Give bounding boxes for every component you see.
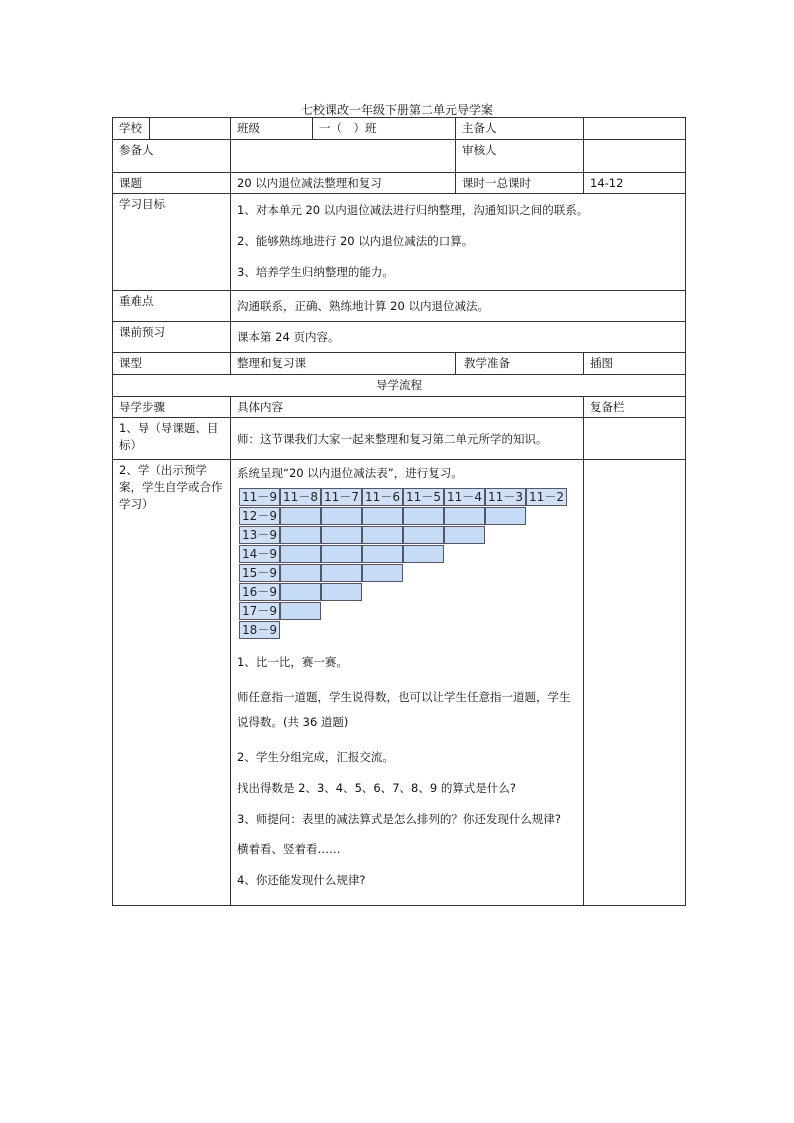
- table-cell-blank: [280, 602, 321, 620]
- table-cell-header: 11－3: [485, 488, 526, 506]
- prep-value: 插图: [584, 353, 686, 375]
- goal-item: 1、对本单元 20 以内退位减法进行归纳整理，沟通知识之间的联系。: [237, 203, 589, 218]
- step2-item: 2、学生分组完成，汇报交流。: [237, 750, 394, 765]
- table-cell-header: 11－7: [321, 488, 362, 506]
- step2-item: 4、你还能发现什么规律?: [237, 872, 366, 887]
- step2-notes: [584, 460, 686, 906]
- step2-content: [231, 460, 584, 906]
- period-value: 14-12: [584, 172, 686, 194]
- table-cell-blank: [362, 526, 403, 544]
- goals-content: [231, 194, 686, 291]
- lesson-type-label: 课型: [113, 353, 231, 375]
- step2-intro: 系统呈现“20 以内退位减法表”，进行复习。: [237, 466, 463, 481]
- step2-item: 3、师提问：表里的减法算式是怎么排列的？你还发现什么规律?: [237, 811, 561, 826]
- table-cell-blank: [362, 545, 403, 563]
- row-flow-heading: [113, 375, 686, 397]
- table-cell-blank: [321, 545, 362, 563]
- table-cell-blank: [444, 507, 485, 525]
- lead-label: 主备人: [456, 118, 584, 140]
- step2-label: 2、学（出示预学案，学生自学或合作学习）: [113, 460, 231, 906]
- table-cell-header: 11－4: [444, 488, 485, 506]
- goals-label: 学习目标: [113, 194, 231, 291]
- table-cell-blank: [321, 507, 362, 525]
- preview-value: 课本第 24 页内容。: [231, 322, 686, 353]
- table-cell-blank: [280, 526, 321, 544]
- table-cell-blank: [362, 564, 403, 582]
- period-label: 课时一总课时: [456, 172, 584, 194]
- school-value: [150, 118, 231, 140]
- goal-item: 3、培养学生归纳整理的能力。: [237, 264, 394, 279]
- table-cell-blank: [444, 526, 485, 544]
- step2-item: 师任意指一道题，学生说得数，也可以让学生任意指一道题，学生说得数。(共 36 道题): [237, 689, 571, 729]
- reviewer-value: [584, 139, 686, 172]
- col-content: 具体内容: [231, 396, 584, 418]
- participants-value: [231, 139, 456, 172]
- row-participants: [113, 139, 686, 172]
- step1-label: 1、导（导课题、目标）: [113, 418, 231, 460]
- row-key-points: [113, 291, 686, 322]
- lesson-plan-table: [112, 117, 686, 906]
- reviewer-label: 审核人: [456, 139, 584, 172]
- document-title: 七校课改一年级下册第二单元导学案: [300, 103, 493, 117]
- topic-value: 20 以内退位减法整理和复习: [231, 172, 456, 194]
- step2-item: 横着看、竖着看……: [237, 842, 341, 857]
- school-label: 学校: [113, 118, 150, 140]
- table-cell-blank: [485, 507, 526, 525]
- participants-label: 参备人: [113, 139, 231, 172]
- table-cell-label: 14－9: [239, 545, 280, 563]
- row-step2: [113, 460, 686, 906]
- table-cell-label: 12－9: [239, 507, 280, 525]
- col-notes: 复备栏: [584, 396, 686, 418]
- step2-item: 找出得数是 2、3、4、5、6、7、8、9 的算式是什么?: [237, 780, 516, 795]
- table-cell-blank: [362, 507, 403, 525]
- lesson-type-value: 整理和复习课: [231, 353, 456, 375]
- row-goals: [113, 194, 686, 291]
- step1-notes: [584, 418, 686, 460]
- class-label: 班级: [231, 118, 313, 140]
- table-cell-header: 11－8: [280, 488, 321, 506]
- table-cell-label: 18－9: [239, 621, 280, 639]
- table-cell-blank: [280, 564, 321, 582]
- table-cell-blank: [321, 583, 362, 601]
- col-step: 导学步骤: [113, 396, 231, 418]
- key-points-value: 沟通联系，正确、熟练地计算 20 以内退位减法。: [231, 291, 686, 322]
- class-value: 一（ ）班: [313, 118, 456, 140]
- subtraction-table-figure: [239, 488, 581, 640]
- table-cell-label: 13－9: [239, 526, 280, 544]
- table-cell-label: 16－9: [239, 583, 280, 601]
- key-points-label: 重难点: [113, 291, 231, 322]
- table-cell-header: 11－5: [403, 488, 444, 506]
- topic-label: 课题: [113, 172, 231, 194]
- table-cell-blank: [321, 564, 362, 582]
- table-cell-label: 15－9: [239, 564, 280, 582]
- prep-label: 教学准备: [456, 353, 584, 375]
- table-cell-header: 11－6: [362, 488, 403, 506]
- row-step1: [113, 418, 686, 460]
- flow-heading: 导学流程: [113, 375, 686, 397]
- row-topic: [113, 172, 686, 194]
- lead-value: [584, 118, 686, 140]
- table-cell-label: 17－9: [239, 602, 280, 620]
- table-cell-header: 11－9: [239, 488, 280, 506]
- table-cell-blank: [403, 526, 444, 544]
- row-school: [113, 118, 686, 140]
- table-cell-blank: [280, 545, 321, 563]
- step1-content: 师：这节课我们大家一起来整理和复习第二单元所学的知识。: [231, 418, 584, 460]
- table-cell-blank: [280, 507, 321, 525]
- table-cell-blank: [280, 583, 321, 601]
- preview-label: 课前预习: [113, 322, 231, 353]
- row-preview: [113, 322, 686, 353]
- table-cell-blank: [403, 545, 444, 563]
- table-cell-header: 11－2: [526, 488, 567, 506]
- table-cell-blank: [403, 507, 444, 525]
- goal-item: 2、能够熟练地进行 20 以内退位减法的口算。: [237, 234, 474, 249]
- row-lesson-type: [113, 353, 686, 375]
- row-flow-columns: [113, 396, 686, 418]
- step2-item: 1、比一比，赛一赛。: [237, 655, 348, 670]
- table-cell-blank: [321, 526, 362, 544]
